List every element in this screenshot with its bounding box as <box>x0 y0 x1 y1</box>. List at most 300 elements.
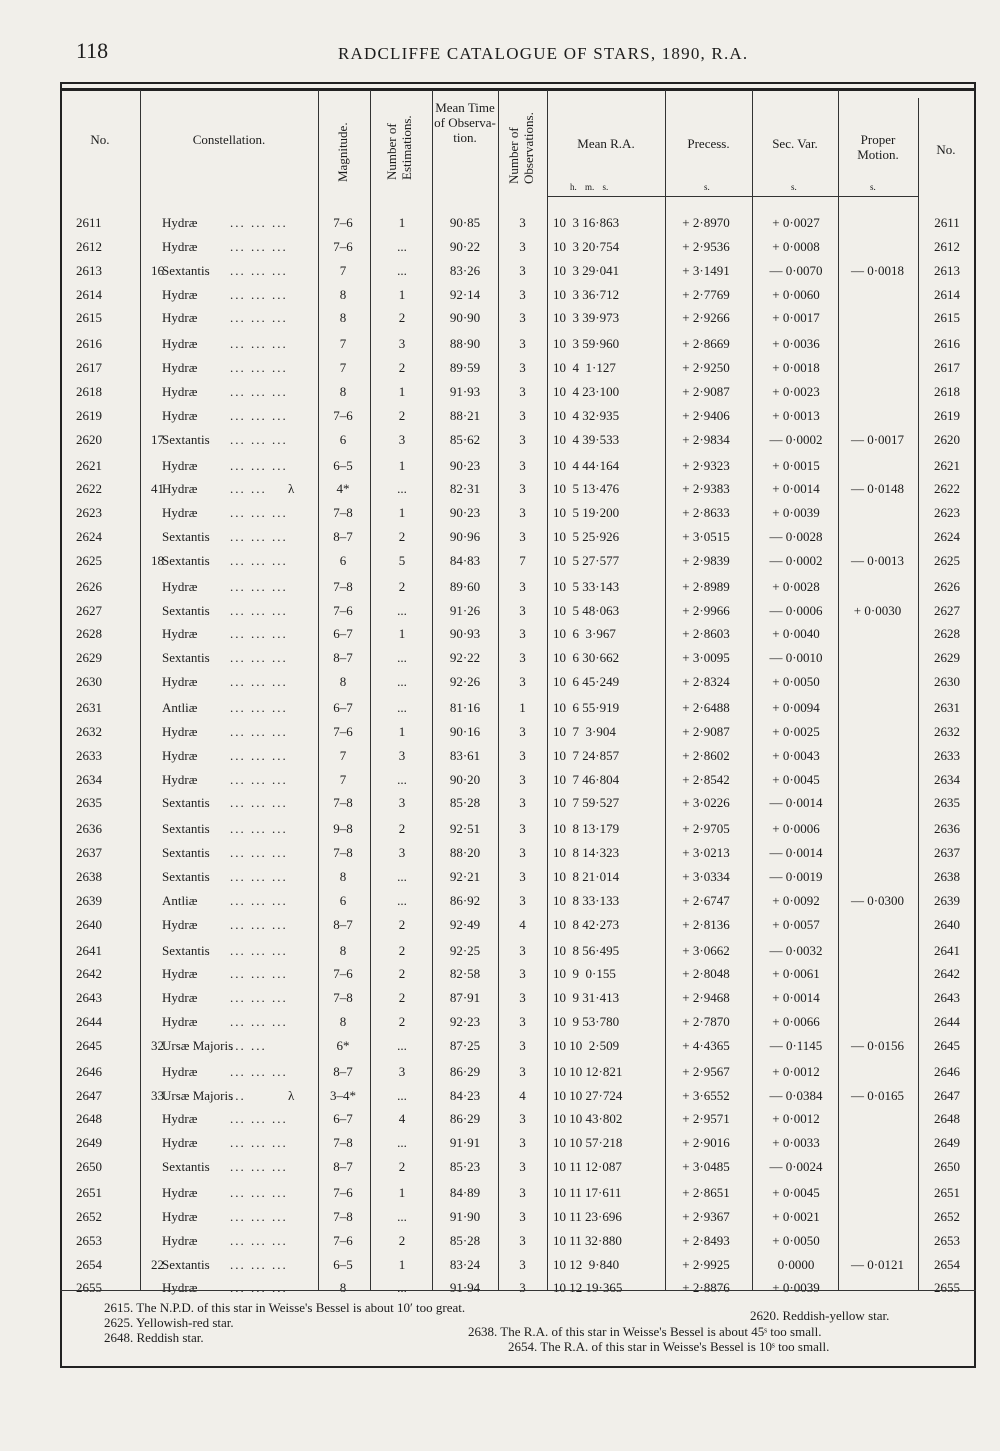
observations-count: 3 <box>519 262 526 278</box>
table-row <box>0 236 1000 258</box>
mean-ra: 10 5 33·143 <box>553 578 620 594</box>
secular-variation: + 0·0057 <box>772 916 820 932</box>
row-number: 2633 <box>76 747 102 763</box>
table-row <box>0 260 1000 282</box>
observations-count: 3 <box>519 821 526 837</box>
leader-dots: ... ... ... <box>230 1280 288 1296</box>
table-row <box>0 1132 1000 1154</box>
table-row <box>0 1156 1000 1178</box>
constellation-name: Hydræ <box>162 990 198 1006</box>
row-number-right: 2628 <box>934 626 960 642</box>
row-number: 2653 <box>76 1232 102 1248</box>
proper-motion: — 0·0121 <box>850 1256 905 1272</box>
secular-variation: — 0·0384 <box>769 1087 823 1103</box>
observations-count: 3 <box>519 1208 526 1224</box>
observations-count: 3 <box>519 1280 526 1296</box>
observations-count: 3 <box>519 431 526 447</box>
magnitude: 7–6 <box>333 723 353 739</box>
observations-count: 3 <box>519 238 526 254</box>
leader-dots: ... ... ... <box>230 626 288 642</box>
leader-dots: ... ... ... <box>230 892 288 908</box>
proper-motion: — 0·0013 <box>850 552 905 568</box>
constellation-name: Hydræ <box>162 747 198 763</box>
row-number-right: 2647 <box>934 1087 960 1103</box>
constellation-name: Hydræ <box>162 1208 198 1224</box>
observations-count: 3 <box>519 1063 526 1079</box>
mean-time: 90·93 <box>449 626 481 642</box>
header-mean-ra: Mean R.A. <box>577 136 635 151</box>
proper-motion: — 0·0300 <box>850 892 905 908</box>
flamsteed-number: 16 <box>151 262 164 278</box>
row-number: 2619 <box>76 407 102 423</box>
header-no-right: No. <box>936 142 956 157</box>
observations-count: 3 <box>519 747 526 763</box>
leader-dots: ... ... ... <box>230 821 288 837</box>
precession: + 2·9567 <box>682 1063 730 1079</box>
precession: + 2·9406 <box>682 407 730 423</box>
secular-variation: + 0·0018 <box>772 360 820 376</box>
row-number-right: 2636 <box>934 821 960 837</box>
row-number: 2655 <box>76 1280 102 1296</box>
secular-variation: + 0·0094 <box>772 700 820 715</box>
mean-ra: 10 8 14·323 <box>553 845 620 861</box>
row-number-right: 2634 <box>934 771 960 787</box>
observations-count: 3 <box>519 602 526 618</box>
precession: + 2·8633 <box>682 505 730 521</box>
magnitude: 8 <box>339 310 347 326</box>
observations-count: 3 <box>519 1111 526 1127</box>
secular-variation: + 0·0050 <box>772 674 820 690</box>
observations-count: 4 <box>519 1087 526 1103</box>
precession: + 2·9087 <box>682 383 730 399</box>
table-row <box>0 1277 1000 1299</box>
header-precess: Precess. <box>687 136 730 151</box>
secular-variation: — 0·0014 <box>769 795 823 811</box>
precession: + 2·8970 <box>682 215 730 230</box>
mean-ra: 10 6 3·967 <box>553 626 616 642</box>
magnitude: 4* <box>336 481 350 497</box>
row-number-right: 2621 <box>934 457 960 473</box>
observations-count: 3 <box>519 457 526 473</box>
row-number-right: 2650 <box>934 1159 960 1175</box>
precession: + 2·9468 <box>682 990 730 1006</box>
table-row <box>0 842 1000 864</box>
constellation-name: Hydræ <box>162 771 198 787</box>
leader-dots: ... ... ... <box>230 1063 288 1079</box>
estimations-count: 2 <box>398 916 406 932</box>
precession: + 3·0485 <box>682 1159 730 1175</box>
estimations-count: 2 <box>398 966 406 982</box>
mean-time: 90·20 <box>449 771 481 787</box>
mean-time: 90·85 <box>449 215 481 230</box>
bayer-letter: λ <box>288 481 295 497</box>
estimations-count: ... <box>397 481 407 497</box>
mean-ra: 10 5 13·476 <box>553 481 620 497</box>
table-row <box>0 405 1000 427</box>
magnitude: 6* <box>336 1037 350 1053</box>
table-row <box>0 429 1000 451</box>
secular-variation: — 0·0006 <box>769 602 823 618</box>
constellation-name: Hydræ <box>162 966 198 982</box>
leader-dots: ... ... ... <box>230 1135 288 1151</box>
precession: + 2·9367 <box>682 1208 730 1224</box>
row-number-right: 2649 <box>934 1135 960 1151</box>
mean-time: 92·14 <box>449 286 481 302</box>
magnitude: 7–6 <box>333 966 353 982</box>
mean-ra: 10 7 46·804 <box>553 771 620 787</box>
mean-time: 83·26 <box>449 262 481 278</box>
row-number: 2618 <box>76 383 102 399</box>
observations-count: 7 <box>519 552 526 568</box>
estimations-count: 1 <box>398 215 406 230</box>
table-row <box>0 940 1000 962</box>
precession: + 2·6747 <box>682 892 730 908</box>
page-number: 118 <box>76 38 109 63</box>
secular-variation: + 0·0060 <box>772 286 820 302</box>
mean-ra: 10 5 27·577 <box>553 552 620 568</box>
running-head: RADCLIFFE CATALOGUE OF STARS, 1890, R.A. <box>338 44 749 63</box>
magnitude: 8 <box>339 1280 347 1296</box>
mean-time: 86·29 <box>449 1111 481 1127</box>
row-number-right: 2638 <box>934 868 960 884</box>
header-sec-var: Sec. Var. <box>772 136 818 151</box>
constellation-name: Sextantis <box>162 1256 210 1272</box>
row-number: 2640 <box>76 916 102 932</box>
secular-variation: — 0·0070 <box>769 262 823 278</box>
secular-variation: + 0·0023 <box>772 383 820 399</box>
flamsteed-number: 41 <box>151 481 164 497</box>
row-number: 2623 <box>76 505 102 521</box>
proper-motion: — 0·0148 <box>850 481 905 497</box>
table-row <box>0 333 1000 355</box>
estimations-count: 2 <box>398 821 406 837</box>
row-number-right: 2612 <box>934 238 960 254</box>
row-number: 2645 <box>76 1037 102 1053</box>
estimations-count: 1 <box>398 723 406 739</box>
secular-variation: + 0·0013 <box>772 407 820 423</box>
row-number-right: 2617 <box>934 360 960 376</box>
mean-time: 92·22 <box>449 650 481 666</box>
mean-time: 85·62 <box>449 431 481 447</box>
row-number: 2616 <box>76 336 102 352</box>
estimations-count: 2 <box>398 942 406 958</box>
table-row <box>0 1011 1000 1033</box>
table-row <box>0 576 1000 598</box>
estimations-count: ... <box>397 892 407 908</box>
row-number-right: 2615 <box>934 310 960 326</box>
magnitude: 6 <box>339 892 347 908</box>
mean-ra: 10 3 36·712 <box>553 286 620 302</box>
leader-dots: ... ... ... <box>230 431 288 447</box>
row-number-right: 2632 <box>934 723 960 739</box>
secular-variation: + 0·0012 <box>772 1111 820 1127</box>
observations-count: 3 <box>519 650 526 666</box>
flamsteed-number: 22 <box>151 1256 164 1272</box>
mean-ra: 10 6 55·919 <box>553 700 620 715</box>
constellation-name: Hydræ <box>162 383 198 399</box>
row-number: 2622 <box>76 481 102 497</box>
constellation-name: Sextantis <box>162 552 210 568</box>
precession: + 2·7769 <box>682 286 730 302</box>
row-number-right: 2622 <box>934 481 960 497</box>
estimations-count: 3 <box>398 431 406 447</box>
table-row <box>0 818 1000 840</box>
proper-motion: — 0·0017 <box>850 431 905 447</box>
mean-ra: 10 8 56·495 <box>553 942 620 958</box>
estimations-count: ... <box>397 602 407 618</box>
row-number: 2613 <box>76 262 102 278</box>
magnitude: 8 <box>339 674 347 690</box>
row-number-right: 2641 <box>934 942 960 958</box>
leader-dots: ... ... ... <box>230 238 288 254</box>
mean-ra: 10 11 17·611 <box>553 1185 622 1200</box>
mean-time: 86·92 <box>449 892 481 908</box>
observations-count: 3 <box>519 1256 526 1272</box>
unit-sec-var: s. <box>791 182 797 192</box>
leader-dots: ... ... ... <box>230 966 288 982</box>
magnitude: 7 <box>339 360 347 376</box>
magnitude: 7–8 <box>333 845 353 861</box>
secular-variation: + 0·0039 <box>772 505 820 521</box>
precession: + 2·8048 <box>682 966 730 982</box>
row-number: 2612 <box>76 238 102 254</box>
estimations-count: ... <box>397 1037 407 1053</box>
row-number-right: 2635 <box>934 795 960 811</box>
row-number: 2650 <box>76 1159 102 1175</box>
estimations-count: ... <box>397 1208 407 1224</box>
precession: + 3·0334 <box>682 868 730 884</box>
estimations-count: 3 <box>398 336 406 352</box>
flamsteed-number: 32 <box>151 1037 164 1053</box>
header-no: No. <box>90 132 110 147</box>
leader-dots: ... ... ... <box>230 286 288 302</box>
table-row <box>0 455 1000 477</box>
estimations-count: ... <box>397 700 407 715</box>
magnitude: 7–8 <box>333 795 353 811</box>
mean-time: 88·21 <box>449 407 481 423</box>
observations-count: 3 <box>519 674 526 690</box>
magnitude: 7–8 <box>333 1135 353 1151</box>
mean-time: 82·58 <box>449 966 481 982</box>
constellation-name: Hydræ <box>162 407 198 423</box>
mean-ra: 10 4 44·164 <box>553 457 620 473</box>
proper-motion: — 0·0156 <box>850 1037 905 1053</box>
magnitude: 6 <box>339 552 347 568</box>
secular-variation: + 0·0012 <box>772 1063 820 1079</box>
mean-ra: 10 10 57·218 <box>553 1135 623 1151</box>
mean-time: 92·49 <box>449 916 481 932</box>
magnitude: 8–7 <box>333 529 353 545</box>
observations-count: 3 <box>519 1014 526 1030</box>
constellation-name: Hydræ <box>162 238 198 254</box>
row-number: 2632 <box>76 723 102 739</box>
table-row <box>0 792 1000 814</box>
estimations-count: 2 <box>398 1014 406 1030</box>
table-row <box>0 478 1000 500</box>
precession: + 2·9571 <box>682 1111 730 1127</box>
secular-variation: + 0·0006 <box>772 821 820 837</box>
magnitude: 8–7 <box>333 650 353 666</box>
magnitude: 7–6 <box>333 1232 353 1248</box>
magnitude: 7–6 <box>333 1185 353 1200</box>
secular-variation: + 0·0092 <box>772 892 820 908</box>
constellation-name: Hydræ <box>162 286 198 302</box>
observations-count: 3 <box>519 723 526 739</box>
mean-ra: 10 8 42·273 <box>553 916 620 932</box>
constellation-name: Hydræ <box>162 916 198 932</box>
constellation-name: Hydræ <box>162 723 198 739</box>
table-row <box>0 357 1000 379</box>
precession: + 2·8651 <box>682 1185 730 1200</box>
observations-count: 3 <box>519 845 526 861</box>
constellation-name: Hydræ <box>162 360 198 376</box>
row-number-right: 2651 <box>934 1185 960 1200</box>
mean-ra: 10 6 45·249 <box>553 674 620 690</box>
row-number: 2641 <box>76 942 102 958</box>
mean-ra: 10 6 30·662 <box>553 650 620 666</box>
row-number: 2635 <box>76 795 102 811</box>
mean-time: 91·26 <box>449 602 481 618</box>
magnitude: 8 <box>339 286 347 302</box>
secular-variation: + 0·0017 <box>772 310 820 326</box>
magnitude: 7–8 <box>333 1208 353 1224</box>
leader-dots: ... ... ... <box>230 845 288 861</box>
header-proper-motion: Proper Motion. <box>857 132 899 162</box>
estimations-count: ... <box>397 1087 407 1103</box>
table-row <box>0 1254 1000 1276</box>
row-number-right: 2625 <box>934 552 960 568</box>
mean-ra: 10 8 33·133 <box>553 892 620 908</box>
table-row <box>0 866 1000 888</box>
constellation-name: Sextantis <box>162 942 210 958</box>
precession: + 2·8603 <box>682 626 730 642</box>
observations-count: 3 <box>519 990 526 1006</box>
estimations-count: ... <box>397 650 407 666</box>
observations-count: 3 <box>519 383 526 399</box>
estimations-count: 4 <box>398 1111 406 1127</box>
table-row <box>0 1035 1000 1057</box>
secular-variation: — 0·0002 <box>769 552 823 568</box>
table-row <box>0 1061 1000 1083</box>
observations-count: 3 <box>519 578 526 594</box>
constellation-name: Hydræ <box>162 578 198 594</box>
leader-dots: ... ... ... <box>230 868 288 884</box>
row-number: 2628 <box>76 626 102 642</box>
mean-time: 90·23 <box>449 505 481 521</box>
table-row <box>0 600 1000 622</box>
table-row <box>0 381 1000 403</box>
magnitude: 8 <box>339 868 347 884</box>
header-estimations: Number of Estimations. <box>384 115 414 180</box>
constellation-name: Sextantis <box>162 262 210 278</box>
row-number: 2629 <box>76 650 102 666</box>
table-row <box>0 963 1000 985</box>
row-number: 2615 <box>76 310 102 326</box>
leader-dots: ... ... ... <box>230 215 288 230</box>
constellation-name: Hydræ <box>162 215 198 230</box>
row-number: 2614 <box>76 286 102 302</box>
leader-dots: ... ... ... <box>230 602 288 618</box>
leader-dots: ... ... ... <box>230 383 288 399</box>
precession: + 2·8989 <box>682 578 730 594</box>
constellation-name: Hydræ <box>162 1232 198 1248</box>
observations-count: 3 <box>519 1135 526 1151</box>
unit-ra: h. m. s. <box>570 182 609 192</box>
flamsteed-number: 18 <box>151 552 164 568</box>
table-row <box>0 721 1000 743</box>
estimations-count: 1 <box>398 626 406 642</box>
row-number-right: 2655 <box>934 1280 960 1296</box>
leader-dots: ... ... ... <box>230 916 288 932</box>
secular-variation: — 0·0002 <box>769 431 823 447</box>
mean-ra: 10 3 59·960 <box>553 336 620 352</box>
magnitude: 7–8 <box>333 505 353 521</box>
bayer-letter: λ <box>288 1087 295 1103</box>
mean-ra: 10 8 21·014 <box>553 868 620 884</box>
row-number-right: 2614 <box>934 286 960 302</box>
mean-ra: 10 9 0·155 <box>553 966 616 982</box>
estimations-count: 2 <box>398 360 406 376</box>
mean-time: 92·51 <box>449 821 481 837</box>
table-row <box>0 1182 1000 1204</box>
estimations-count: 3 <box>398 747 406 763</box>
row-number: 2626 <box>76 578 102 594</box>
secular-variation: — 0·0028 <box>769 529 823 545</box>
table-row <box>0 526 1000 548</box>
magnitude: 6–5 <box>333 457 353 473</box>
secular-variation: — 0·0010 <box>769 650 823 666</box>
secular-variation: — 0·0024 <box>769 1159 823 1175</box>
mean-time: 84·89 <box>449 1185 481 1200</box>
magnitude: 7–6 <box>333 238 353 254</box>
mean-time: 86·29 <box>449 1063 481 1079</box>
mean-time: 85·28 <box>449 795 481 811</box>
mean-ra: 10 5 19·200 <box>553 505 620 521</box>
leader-dots: ... ... ... <box>230 1111 288 1127</box>
observations-count: 3 <box>519 1232 526 1248</box>
precession: + 2·8493 <box>682 1232 730 1248</box>
magnitude: 8 <box>339 942 347 958</box>
secular-variation: + 0·0043 <box>772 747 820 763</box>
mean-ra: 10 7 59·527 <box>553 795 620 811</box>
mean-time: 88·20 <box>449 845 481 861</box>
constellation-name: Hydræ <box>162 1280 198 1296</box>
leader-dots: ... ... ... <box>230 407 288 423</box>
constellation-name: Sextantis <box>162 795 210 811</box>
table-row <box>0 284 1000 306</box>
constellation-name: Sextantis <box>162 845 210 861</box>
mean-time: 88·90 <box>449 336 481 352</box>
mean-time: 90·22 <box>449 238 481 254</box>
precession: + 2·9839 <box>682 552 730 568</box>
mean-ra: 10 4 23·100 <box>553 383 620 399</box>
observations-count: 3 <box>519 360 526 376</box>
row-number: 2637 <box>76 845 102 861</box>
precession: + 2·9383 <box>682 481 730 497</box>
mean-time: 89·60 <box>449 578 481 594</box>
mean-ra: 10 11 32·880 <box>553 1232 622 1248</box>
mean-time: 90·90 <box>449 310 481 326</box>
secular-variation: + 0·0008 <box>772 238 820 254</box>
constellation-name: Hydræ <box>162 1063 198 1079</box>
estimations-count: 5 <box>398 552 406 568</box>
mean-ra: 10 3 20·754 <box>553 238 620 254</box>
table-row <box>0 212 1000 234</box>
row-number-right: 2643 <box>934 990 960 1006</box>
secular-variation: 0·0000 <box>777 1256 815 1272</box>
observations-count: 3 <box>519 529 526 545</box>
estimations-count: 1 <box>398 1256 406 1272</box>
